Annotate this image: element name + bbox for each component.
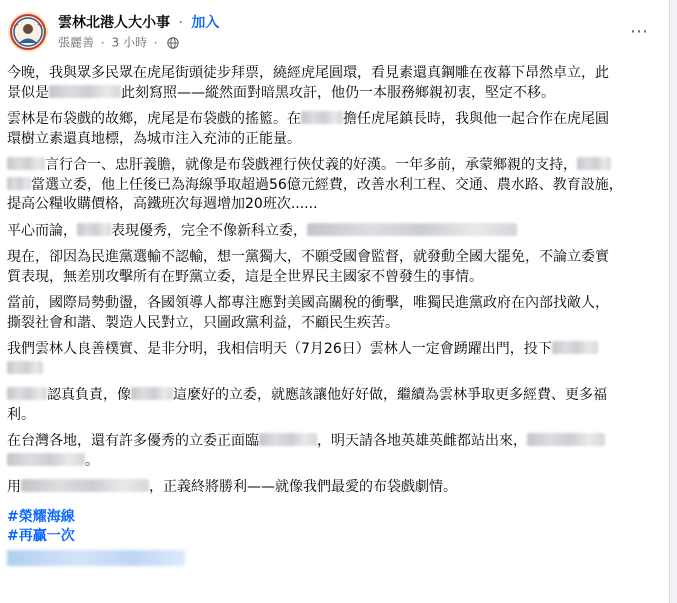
redacted-text	[259, 433, 317, 446]
text-segment: 擔任虎尾鎮長時，我與他一起合作在虎尾圓	[343, 111, 609, 127]
ellipsis-icon: ⋯	[630, 20, 648, 42]
timestamp-link[interactable]: 3 小時	[111, 35, 147, 50]
meta-separator-2: ·	[153, 35, 158, 50]
paragraph-9	[7, 432, 662, 471]
meta-separator: ·	[100, 35, 105, 50]
text-segment: 當前，國際局勢動盪，各國領導人都專注應對美國高關稅的衝擊，唯獨民進黨政府在內部找敵人，	[7, 295, 609, 311]
redacted-text	[49, 85, 121, 98]
separator-dot: ·	[178, 15, 183, 31]
hashtag-link[interactable]: #再贏一次	[7, 527, 75, 544]
paragraph-6	[7, 294, 662, 333]
redacted-text	[7, 453, 85, 466]
avatar[interactable]	[8, 12, 48, 52]
post-header	[8, 8, 658, 56]
paragraph-3	[7, 156, 662, 215]
text-segment: ，明天請各地英雄英雌都站出來，	[317, 433, 527, 449]
more-options-button[interactable]	[624, 16, 654, 46]
text-segment: 在台灣各地，還有許多優秀的立委正面臨	[7, 433, 259, 449]
globe-icon[interactable]	[167, 37, 179, 49]
text-segment: 雲林是布袋戲的故鄉，虎尾是布袋戲的搖籃。在	[7, 111, 301, 127]
post-body	[7, 64, 662, 566]
paragraph-4	[7, 222, 662, 242]
text-segment: 言行合一、忠肝義膽，就像是布袋戲裡行俠仗義的好漢。一年多前，承蒙鄉親的支持，	[45, 157, 577, 173]
paragraph-10	[7, 478, 662, 498]
redacted-text	[307, 223, 517, 236]
paragraph-5	[7, 248, 662, 287]
paragraph-8	[7, 386, 662, 425]
redacted-text	[131, 387, 173, 400]
text-segment: 平心而論，	[7, 222, 77, 239]
text-segment: 質表現，無差別攻擊所有在野黨立委，這是全世界民主國家不曾發生的事情。	[7, 268, 483, 285]
text-segment: 利。	[7, 406, 35, 423]
text-segment: 今晚，我與眾多民眾在虎尾街頭徒步拜票，繞經虎尾圓環，看見素還真鋼雕在夜幕下昂然卓立，此	[7, 65, 609, 81]
page-name-link[interactable]: 雲林北港人大小事	[58, 15, 170, 31]
paragraph-2	[7, 110, 662, 149]
redacted-text	[7, 157, 45, 170]
redacted-text	[527, 433, 605, 446]
text-segment: 現在，卻因為民進黨選輸不認輸，想一黨獨大，不願受國會監督，就發動全國大罷免，不論立委實	[7, 249, 609, 265]
text-segment: 當選立委，他上任後已為海線爭取超過56億元經費，改善水利工程、交通、農水路、教育設施，	[31, 176, 623, 193]
redacted-text	[552, 341, 598, 354]
join-group-link[interactable]: 加入	[191, 15, 220, 31]
text-segment: 這麼好的立委，就應該讓他好好做，繼續為雲林爭取更多經費、更多福	[173, 387, 607, 403]
text-segment: 認真負責，像	[47, 387, 131, 403]
text-segment: 我們雲林人良善樸實、是非分明，我相信明天（7月26日）雲林人一定會踴躍出門，投下	[7, 341, 552, 357]
paragraph-1	[7, 64, 662, 103]
author-name[interactable]: 張麗善	[58, 35, 95, 50]
redacted-text	[77, 223, 111, 236]
redacted-text	[7, 361, 43, 374]
redacted-text	[301, 111, 343, 124]
redacted-text	[7, 177, 31, 190]
hashtag-list	[7, 508, 662, 566]
text-segment: 此刻寫照——縱然面對暗黑攻訐，他仍一本服務鄉親初衷，堅定不移。	[121, 84, 555, 101]
text-segment: 撕裂社會和諧、製造人民對立，只圖政黨利益，不顧民生疾苦。	[7, 314, 399, 331]
redacted-link[interactable]	[7, 550, 185, 566]
text-segment: 提高公糧收購價格，高鐵班次每週增加20班次......	[7, 196, 318, 212]
redacted-text	[577, 157, 611, 170]
paragraph-7	[7, 340, 662, 379]
text-segment: 景似是	[7, 84, 49, 101]
text-segment: 環樹立素還真地標，為城市注入充沛的正能量。	[7, 130, 301, 147]
hashtag-link[interactable]: #榮耀海線	[7, 508, 75, 525]
redacted-text	[21, 479, 149, 492]
avatar-image	[8, 12, 48, 52]
text-segment: 表現優秀，完全不像新科立委，	[111, 222, 307, 239]
text-segment: 。	[85, 452, 99, 469]
text-segment: ，正義終將勝利——就像我們最愛的布袋戲劇情。	[149, 479, 457, 495]
text-segment: 用	[7, 479, 21, 495]
redacted-text	[7, 387, 47, 400]
